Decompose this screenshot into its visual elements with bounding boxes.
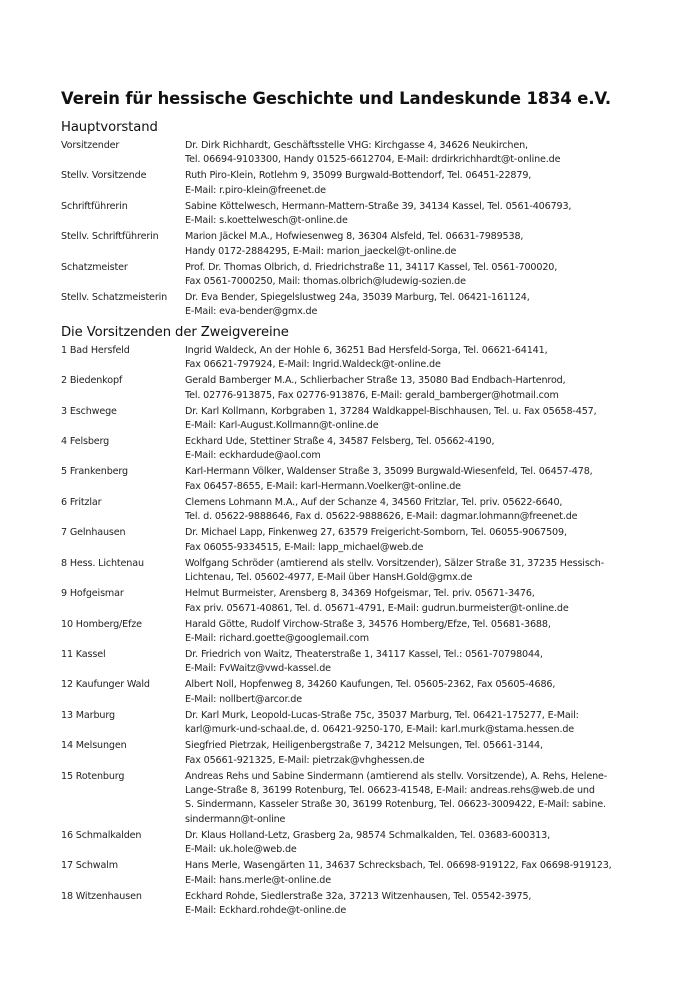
hauptvorstand-list bbox=[61, 139, 661, 320]
branch-label: 11 Kassel bbox=[61, 648, 106, 660]
contact-details: Sabine Köttelwesch, Hermann-Mattern-Straße 39, 34134 Kassel, Tel. 0561-406793, E-Mail: s.koettelwesch@t-online.de bbox=[185, 200, 572, 227]
section-heading-zweigvereine: Die Vorsitzenden der Zweigvereine bbox=[61, 324, 289, 340]
branch-entry bbox=[61, 465, 661, 494]
branch-label: 14 Melsungen bbox=[61, 740, 127, 752]
contact-details: Albert Noll, Hopfenweg 8, 34260 Kaufungen, Tel. 05605-2362, Fax 05605-4686, E-Mail: nollbert@arcor.de bbox=[185, 679, 556, 705]
branch-label: 8 Hess. Lichtenau bbox=[61, 557, 144, 569]
contact-details: Eckhard Ude, Stettiner Straße 4, 34587 Felsberg, Tel. 05662-4190, E-Mail: eckhardude@aol.com bbox=[185, 436, 495, 462]
branch-entry bbox=[61, 557, 661, 586]
branch-entry bbox=[61, 618, 661, 647]
section-heading-hauptvorstand: Hauptvorstand bbox=[61, 120, 158, 135]
branch-label: 13 Marburg bbox=[61, 709, 115, 721]
contact-details: Eckhard Rohde, Siedlerstraße 32a, 37213 Witzenhausen, Tel. 05542-3975, E-Mail: Eckhard.rohde@t-online.de bbox=[185, 890, 532, 916]
branch-entry bbox=[61, 770, 661, 828]
contact-details: Marion Jäckel M.A., Hofwiesenweg 8, 36304 Alsfeld, Tel. 06631-7989538, Handy 0172-2884295, E-Mail: marion_jaeckel@t-online.de bbox=[185, 231, 524, 257]
branch-entry bbox=[61, 526, 661, 555]
branch-entry bbox=[61, 648, 661, 677]
contact-details: Dr. Friedrich von Waitz, Theaterstraße 1, 34117 Kassel, Tel.: 0561-70798044, E-Mail: FvWaitz@vwd-kassel.de bbox=[185, 648, 543, 675]
branch-label: 3 Eschwege bbox=[61, 405, 117, 417]
board-entry bbox=[61, 169, 661, 198]
board-entry bbox=[61, 230, 661, 259]
branch-label: 10 Homberg/Efze bbox=[61, 618, 142, 630]
contact-details: Karl-Hermann Völker, Waldenser Straße 3, 35099 Burgwald-Wiesenfeld, Tel. 06457-478, Fax 06457-8655, E-Mail: karl-Hermann.Voelker@t-online.de bbox=[185, 466, 593, 492]
contact-details: Harald Götte, Rudolf Virchow-Straße 3, 34576 Homberg/Efze, Tel. 05681-3688, E-Mail: richard.goette@googlemail.com bbox=[185, 618, 551, 644]
branch-label: 17 Schwalm bbox=[61, 860, 118, 872]
contact-details: Helmut Burmeister, Arensberg 8, 34369 Hofgeismar, Tel. priv. 05671-3476, Fax priv. 05671-40861, Tel. d. 05671-4791, E-Mail: gudrun.burmeister@t-online.de bbox=[185, 588, 569, 614]
role-label: Stellv. Schriftführerin bbox=[61, 231, 159, 243]
role-label: Stellv. Schatzmeisterin bbox=[61, 292, 168, 304]
branch-entry bbox=[61, 678, 661, 707]
branch-label: 7 Gelnhausen bbox=[61, 527, 126, 539]
board-entry bbox=[61, 139, 661, 168]
contact-details: Wolfgang Schröder (amtierend als stellv. Vorsitzender), Sälzer Straße 31, 37235 Hessisch- Lichtenau, Tel. 05602-4977, E-Mail über HansH.Gold@gmx.de bbox=[185, 557, 605, 584]
branch-label: 16 Schmalkalden bbox=[61, 829, 142, 841]
board-entry bbox=[61, 261, 661, 290]
role-label: Stellv. Vorsitzende bbox=[61, 170, 147, 182]
contact-details: Dr. Karl Kollmann, Korbgraben 1, 37284 Waldkappel-Bischhausen, Tel. u. Fax 05658-457, E-Mail: Karl-August.Kollmann@t-online.de bbox=[185, 405, 597, 432]
contact-details: Ingrid Waldeck, An der Hohle 6, 36251 Bad Hersfeld-Sorga, Tel. 06621-64141, Fax 06621-797924, E-Mail: Ingrid.Waldeck@t-online.de bbox=[185, 344, 548, 371]
branch-label: 18 Witzenhausen bbox=[61, 890, 142, 902]
branch-label: 9 Hofgeismar bbox=[61, 588, 124, 600]
branch-entry bbox=[61, 374, 661, 403]
branch-entry bbox=[61, 709, 661, 738]
contact-details: Clemens Lohmann M.A., Auf der Schanze 4, 34560 Fritzlar, Tel. priv. 05622-6640, Tel. d. 05622-9888646, Fax d. 05622-9888626, E-Mail: dagmar.lohmann@freenet.de bbox=[185, 496, 578, 523]
branch-entry bbox=[61, 739, 661, 768]
branch-label: 5 Frankenberg bbox=[61, 466, 128, 478]
contact-details: Prof. Dr. Thomas Olbrich, d. Friedrichstraße 11, 34117 Kassel, Tel. 0561-700020, Fax 0561-7000250, Mail: thomas.olbrich@ludewig-sozien.de bbox=[185, 261, 558, 288]
zweigvereine-list bbox=[61, 344, 661, 919]
branch-label: 1 Bad Hersfeld bbox=[61, 344, 130, 356]
branch-label: 2 Biedenkopf bbox=[61, 375, 123, 387]
branch-entry bbox=[61, 344, 661, 373]
branch-entry bbox=[61, 829, 661, 858]
branch-label: 12 Kaufunger Wald bbox=[61, 679, 150, 691]
branch-label: 4 Felsberg bbox=[61, 436, 110, 448]
branch-label: 15 Rotenburg bbox=[61, 770, 125, 782]
branch-entry bbox=[61, 496, 661, 525]
branch-entry bbox=[61, 859, 661, 888]
page-title: Verein für hessische Geschichte und Landeskunde 1834 e.V. bbox=[61, 89, 612, 108]
branch-entry bbox=[61, 435, 661, 464]
document-page bbox=[61, 88, 661, 920]
contact-details: Gerald Bamberger M.A., Schlierbacher Straße 13, 35080 Bad Endbach-Hartenrod, Tel. 02776-913875, Fax 02776-913876, E-Mail: gerald_bamberger@hotmail.com bbox=[185, 375, 566, 401]
contact-details: Andreas Rehs und Sabine Sindermann (amtierend als stellv. Vorsitzende), A. Rehs, Helene- Lange-Straße 8, 36199 Rotenburg, Tel. 06623-41548, E-Mail: andreas.rehs@web.de und S. Sindermann, Kasseler Straße 30, 36199 Rotenburg, Tel. 06623-3009422, E-Mail: sabine. sindermann@t-online bbox=[185, 770, 608, 825]
role-label: Schriftführerin bbox=[61, 200, 128, 212]
contact-details: Ruth Piro-Klein, Rotlehm 9, 35099 Burgwald-Bottendorf, Tel. 06451-22879, E-Mail: r.piro-klein@freenet.de bbox=[185, 170, 532, 196]
role-label: Vorsitzender bbox=[61, 140, 120, 151]
branch-label: 6 Fritzlar bbox=[61, 496, 102, 508]
branch-entry bbox=[61, 405, 661, 434]
contact-details: Dr. Michael Lapp, Finkenweg 27, 63579 Freigericht-Somborn, Tel. 06055-9067509, Fax 06055-9334515, E-Mail: lapp_michael@web.de bbox=[185, 527, 567, 553]
contact-details: Siegfried Pietrzak, Heiligenbergstraße 7, 34212 Melsungen, Tel. 05661-3144, Fax 05661-921325, E-Mail: pietrzak@vhghessen.de bbox=[185, 740, 543, 766]
contact-details: Hans Merle, Wasengärten 11, 34637 Schrecksbach, Tel. 06698-919122, Fax 06698-919123, E-Mail: hans.merle@t-online.de bbox=[185, 860, 612, 886]
branch-entry bbox=[61, 587, 661, 616]
role-label: Schatzmeister bbox=[61, 261, 128, 273]
branch-entry bbox=[61, 890, 661, 919]
board-entry bbox=[61, 291, 661, 320]
contact-details: Dr. Eva Bender, Spiegelslustweg 24a, 35039 Marburg, Tel. 06421-161124, E-Mail: eva-bender@gmx.de bbox=[185, 292, 530, 318]
contact-details: Dr. Klaus Holland-Letz, Grasberg 2a, 98574 Schmalkalden, Tel. 03683-600313, E-Mail: uk.hole@web.de bbox=[185, 829, 550, 856]
board-entry bbox=[61, 200, 661, 229]
contact-details: Dr. Karl Murk, Leopold-Lucas-Straße 75c, 35037 Marburg, Tel. 06421-175277, E-Mail: karl@murk-und-schaal.de, d. 06421-9250-170, E-Mail: karl.murk@stama.hessen.de bbox=[185, 709, 579, 736]
contact-details: Dr. Dirk Richhardt, Geschäftsstelle VHG: Kirchgasse 4, 34626 Neukirchen, Tel. 06694-9103300, Handy 01525-6612704, E-Mail: drdirkrichhardt@t-online.de bbox=[185, 140, 561, 166]
